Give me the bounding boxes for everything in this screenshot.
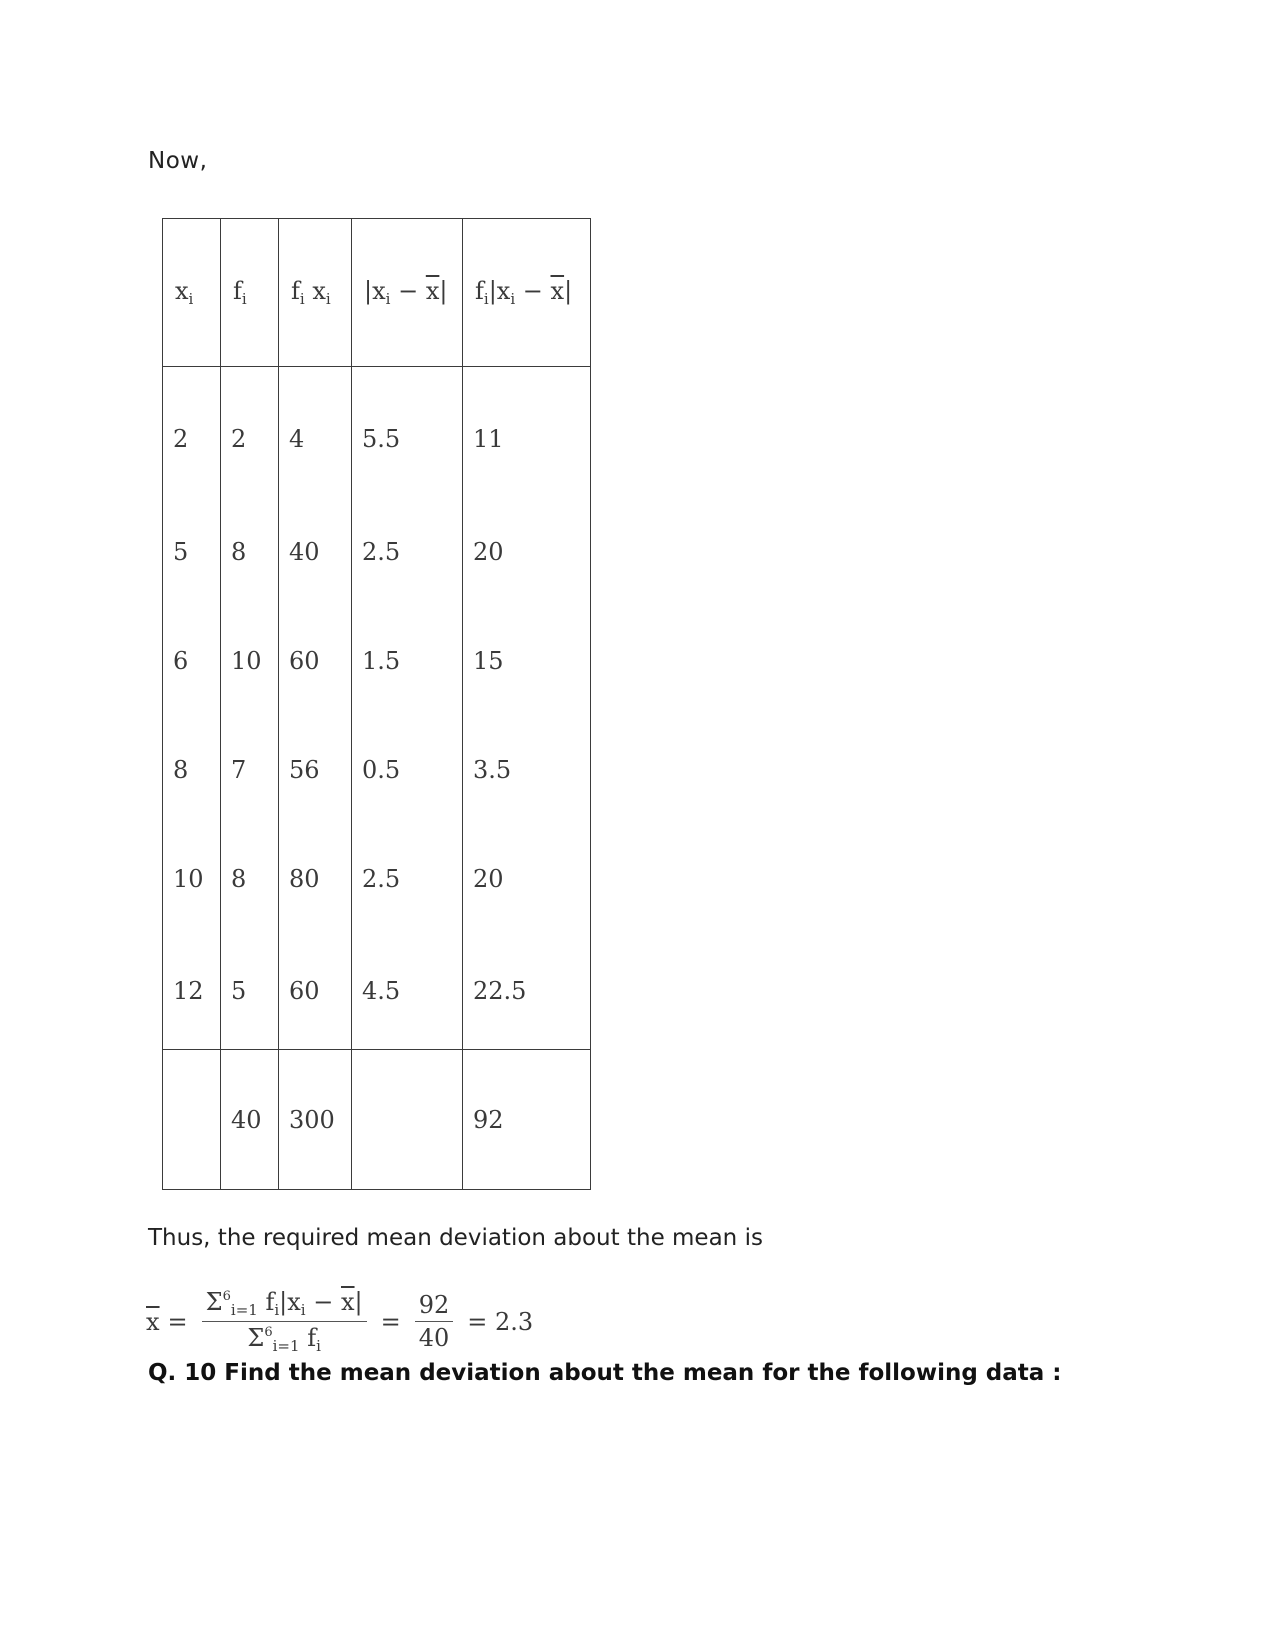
header-xi: $x_i$ — [163, 219, 221, 367]
cell-fi-xi: 80 — [279, 824, 352, 933]
table-row — [163, 497, 591, 606]
cell-abs-deviation: 4.5 — [352, 933, 463, 1050]
cell-fi: 2 — [221, 367, 279, 498]
cell-xi: 12 — [163, 933, 221, 1050]
formula-value-denominator: 40 — [418, 1324, 450, 1352]
cell-abs-deviation: 2.5 — [352, 824, 463, 933]
table-header-row — [163, 219, 591, 367]
cell-fi: 8 — [221, 824, 279, 933]
cell-fi: 5 — [221, 933, 279, 1050]
cell-xi: 2 — [163, 367, 221, 498]
total-fi-xi: 300 — [279, 1050, 352, 1190]
formula-fraction — [202, 1288, 367, 1355]
formula-numerator: $\Sigma^6_{i=1}$ $f_i|x_i - \overline{x}|$ — [202, 1288, 367, 1322]
frequency-table — [162, 218, 591, 1190]
cell-fi: 10 — [221, 606, 279, 715]
cell-fi-xi: 60 — [279, 933, 352, 1050]
total-weighted-deviation: 92 — [463, 1050, 591, 1190]
total-abs-deviation — [352, 1050, 463, 1190]
cell-abs-deviation: 2.5 — [352, 497, 463, 606]
table-row — [163, 824, 591, 933]
formula-equals-2: = — [380, 1307, 401, 1336]
cell-weighted-deviation: 3.5 — [463, 715, 591, 824]
formula-equals: = — [167, 1307, 188, 1336]
cell-abs-deviation: 1.5 — [352, 606, 463, 715]
header-weighted-deviation: $f_i|x_i - \overline{x}|$ — [463, 219, 591, 367]
cell-xi: 5 — [163, 497, 221, 606]
cell-abs-deviation: 0.5 — [352, 715, 463, 824]
cell-weighted-deviation: 20 — [463, 497, 591, 606]
question-heading: Q. 10 Find the mean deviation about the mean for the following data : — [148, 1360, 1062, 1386]
cell-fi-xi: 60 — [279, 606, 352, 715]
formula-lhs: $\overline{x}$ — [146, 1307, 160, 1336]
conclusion-text: Thus, the required mean deviation about the mean is — [148, 1225, 763, 1251]
formula-result: = 2.3 — [467, 1307, 534, 1336]
table-row — [163, 367, 591, 498]
table-row — [163, 606, 591, 715]
header-fi-xi: $f_i$ $x_i$ — [279, 219, 352, 367]
mean-deviation-formula — [146, 1288, 533, 1355]
cell-fi-xi: 56 — [279, 715, 352, 824]
total-fi: 40 — [221, 1050, 279, 1190]
table-row — [163, 715, 591, 824]
cell-xi: 6 — [163, 606, 221, 715]
cell-weighted-deviation: 15 — [463, 606, 591, 715]
table-totals-row — [163, 1050, 591, 1190]
cell-weighted-deviation: 22.5 — [463, 933, 591, 1050]
formula-value-fraction — [415, 1291, 454, 1352]
cell-fi-xi: 4 — [279, 367, 352, 498]
cell-weighted-deviation: 20 — [463, 824, 591, 933]
table-row — [163, 933, 591, 1050]
cell-abs-deviation: 5.5 — [352, 367, 463, 498]
cell-xi: 8 — [163, 715, 221, 824]
cell-fi-xi: 40 — [279, 497, 352, 606]
cell-fi: 8 — [221, 497, 279, 606]
formula-denominator: $\Sigma^6_{i=1}$ $f_i$ — [247, 1324, 321, 1355]
intro-text: Now, — [148, 148, 208, 174]
header-abs-deviation: $|x_i - \overline{x}|$ — [352, 219, 463, 367]
total-xi — [163, 1050, 221, 1190]
header-fi: $f_i$ — [221, 219, 279, 367]
cell-xi: 10 — [163, 824, 221, 933]
cell-weighted-deviation: 11 — [463, 367, 591, 498]
formula-value-numerator: 92 — [415, 1291, 454, 1322]
cell-fi: 7 — [221, 715, 279, 824]
